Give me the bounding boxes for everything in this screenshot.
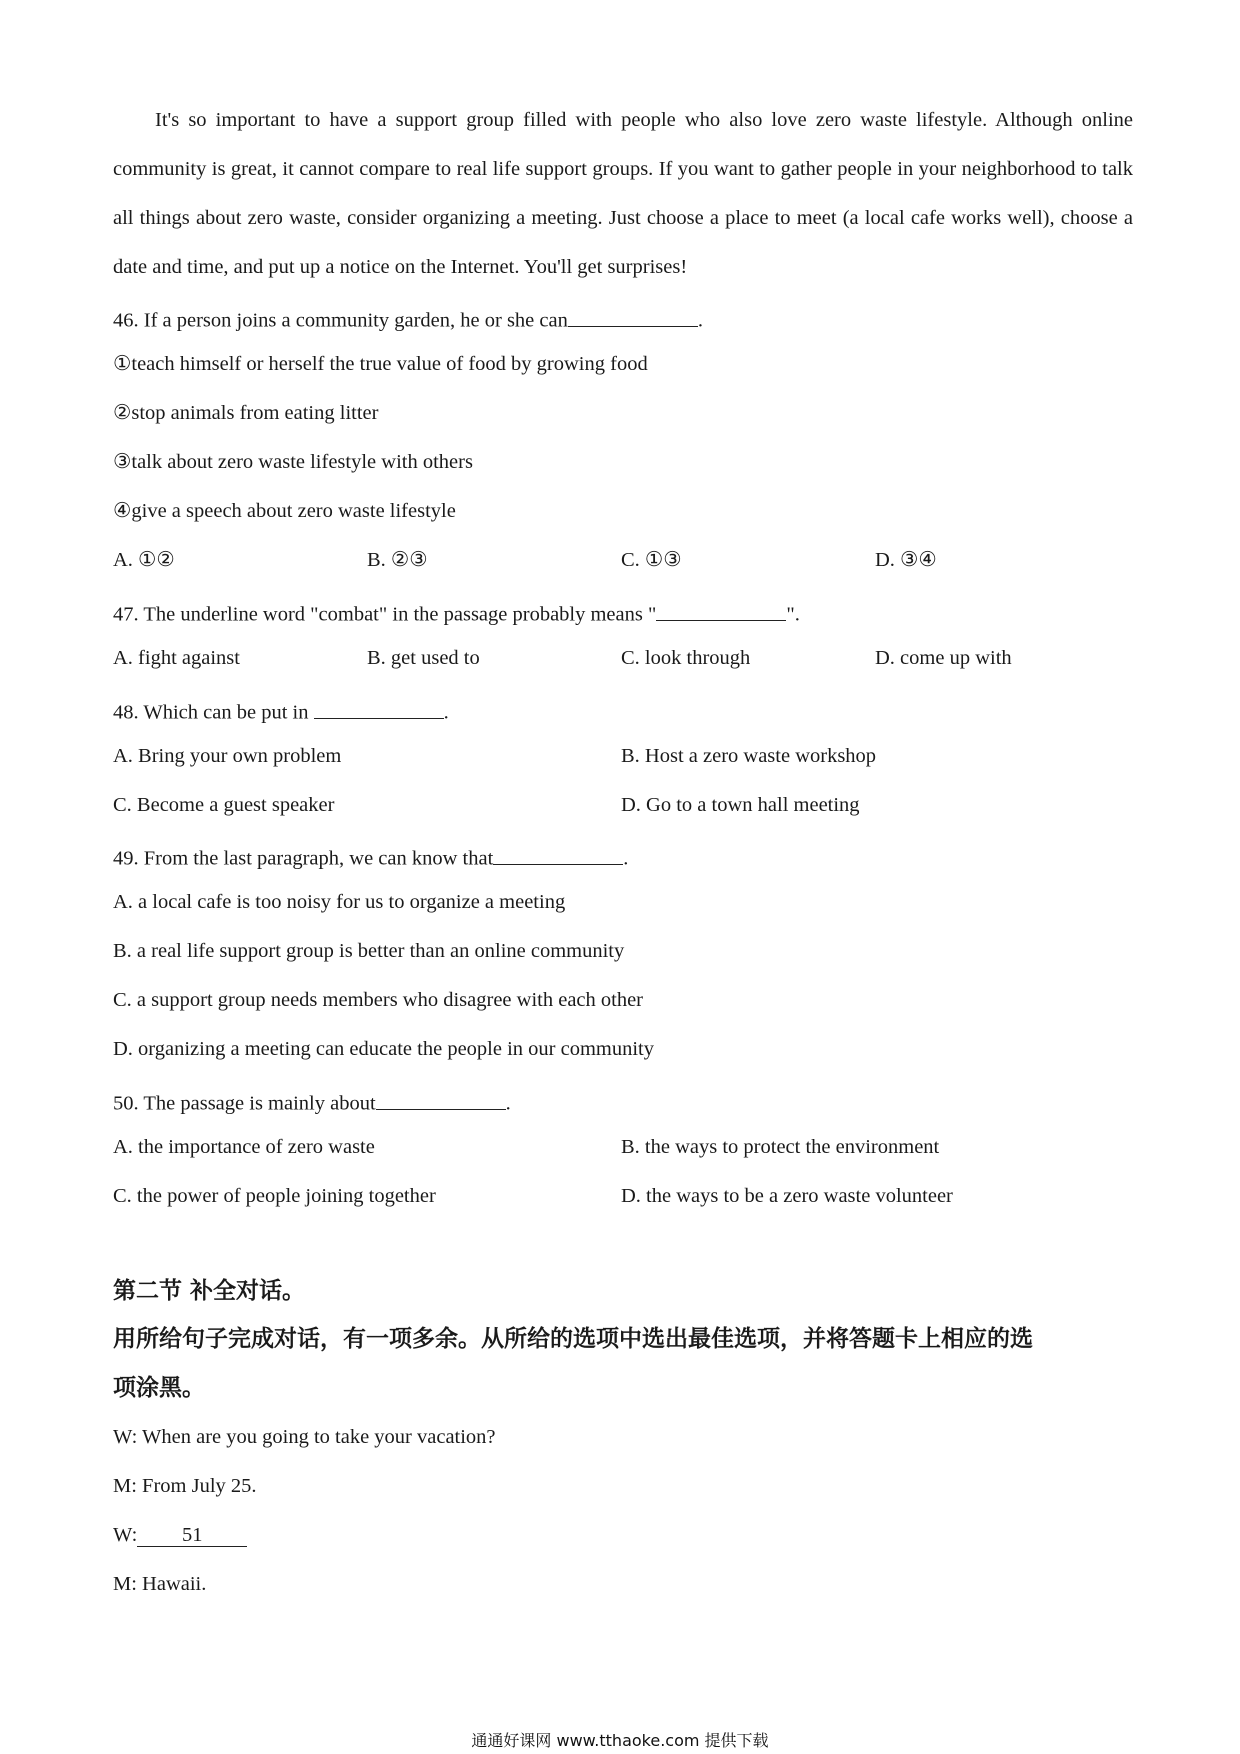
question-49-end: . (623, 847, 629, 870)
answer-blank (376, 1088, 506, 1110)
item-3: ③talk about zero waste lifestyle with others (113, 451, 473, 473)
option-b: B. the ways to protect the environment (621, 1136, 940, 1158)
footer-text: 通通好课网 www.tthaoke.com 提供下载 (471, 1731, 769, 1750)
answer-blank (314, 697, 444, 719)
dialogue-line-1: W: When are you going to take your vacation? (113, 1426, 496, 1448)
option-b: B. a real life support group is better than an online community (113, 940, 625, 962)
section-heading: 第二节 补全对话。 (113, 1278, 306, 1304)
question-50 (113, 1088, 511, 1114)
option-a: A. ①② (113, 549, 175, 571)
question-50-stem: 50. The passage is mainly about (113, 1092, 376, 1115)
item-2: ②stop animals from eating litter (113, 402, 379, 424)
option-c: C. look through (621, 647, 751, 669)
question-46-stem: 46. If a person joins a community garden, he or she can (113, 309, 568, 332)
answer-blank (568, 305, 698, 327)
passage-paragraph: It's so important to have a support group filled with people who also love zero waste lifestyle. Although online community is great, it cannot compare to real life support groups. If you want to gather people in your neighborhood to talk all things about zero waste, consider organizing a meeting. Just choose a place to meet (a local cafe works well), choose a date and time, and put up a notice on the Internet. You'll get surprises! (113, 109, 1133, 278)
dialogue-line-2: M: From July 25. (113, 1475, 257, 1497)
option-c: C. Become a guest speaker (113, 794, 335, 816)
option-b: B. ②③ (367, 549, 428, 571)
option-c: C. ①③ (621, 549, 682, 571)
option-c: C. the power of people joining together (113, 1185, 436, 1207)
question-48-stem: 48. Which can be put in (113, 701, 314, 724)
question-46 (113, 305, 703, 331)
answer-blank-51: 51 (137, 1525, 247, 1547)
question-50-end: . (505, 1092, 511, 1115)
dialogue-line-3 (113, 1525, 247, 1547)
answer-blank (656, 599, 786, 621)
option-d: D. ③④ (875, 549, 937, 571)
question-49-stem: 49. From the last paragraph, we can know that (113, 847, 494, 870)
question-47-stem: 47. The underline word "combat" in the passage probably means " (113, 603, 657, 626)
item-1: ①teach himself or herself the true value of food by growing food (113, 353, 648, 375)
question-49 (113, 843, 628, 869)
option-d: D. the ways to be a zero waste volunteer (621, 1185, 953, 1207)
option-b: B. get used to (367, 647, 480, 669)
section-instruction-line-2: 项涂黑。 (113, 1375, 205, 1401)
option-d: D. organizing a meeting can educate the people in our community (113, 1038, 654, 1060)
option-c: C. a support group needs members who disagree with each other (113, 989, 644, 1011)
dialogue-line-4: M: Hawaii. (113, 1573, 207, 1595)
section-instruction-line-1: 用所给句子完成对话，有一项多余。从所给的选项中选出最佳选项，并将答题卡上相应的选 (113, 1326, 1033, 1352)
question-46-end: . (697, 309, 703, 332)
question-48-end: . (443, 701, 449, 724)
option-b: B. Host a zero waste workshop (621, 745, 877, 767)
question-47-end: ". (786, 603, 800, 626)
option-a: A. a local cafe is too noisy for us to organize a meeting (113, 891, 566, 913)
option-a: A. Bring your own problem (113, 745, 342, 767)
question-48 (113, 697, 449, 723)
item-4: ④give a speech about zero waste lifestyle (113, 500, 456, 522)
option-a: A. the importance of zero waste (113, 1136, 375, 1158)
speaker-label: W: (113, 1524, 138, 1546)
option-d: D. come up with (875, 647, 1012, 669)
question-47 (113, 599, 800, 625)
option-a: A. fight against (113, 647, 240, 669)
answer-blank (493, 843, 623, 865)
option-d: D. Go to a town hall meeting (621, 794, 860, 816)
